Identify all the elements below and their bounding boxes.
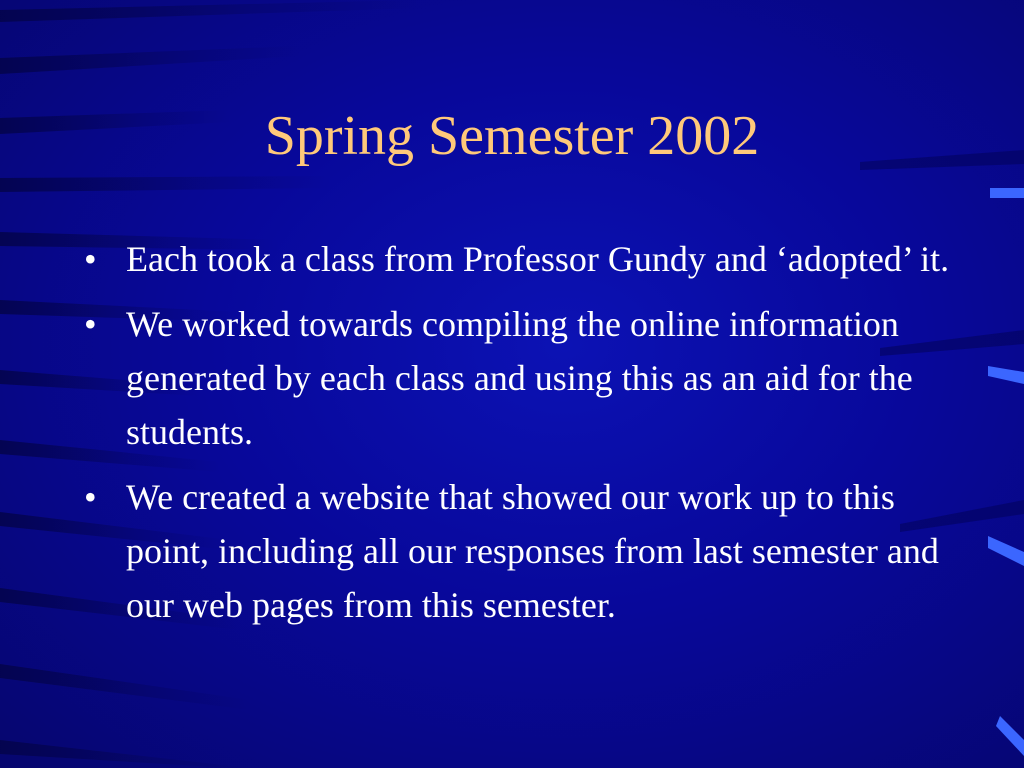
bullet-icon: • bbox=[84, 304, 97, 344]
bullet-item bbox=[84, 297, 966, 459]
slide-title: Spring Semester 2002 bbox=[264, 105, 760, 167]
bullet-text: We created a website that showed our work up to this point, including all our responses from last semester and our web pages from this semester. bbox=[126, 477, 939, 625]
bullet-list bbox=[84, 232, 966, 643]
bullet-icon: • bbox=[84, 477, 97, 517]
bullet-item bbox=[84, 470, 966, 632]
bullet-icon: • bbox=[84, 239, 97, 279]
bullet-text: Each took a class from Professor Gundy and ‘adopted’ it. bbox=[126, 239, 950, 279]
bullet-text: We worked towards compiling the online information generated by each class and using this as an aid for the students. bbox=[126, 304, 913, 452]
bullet-item bbox=[84, 232, 966, 286]
